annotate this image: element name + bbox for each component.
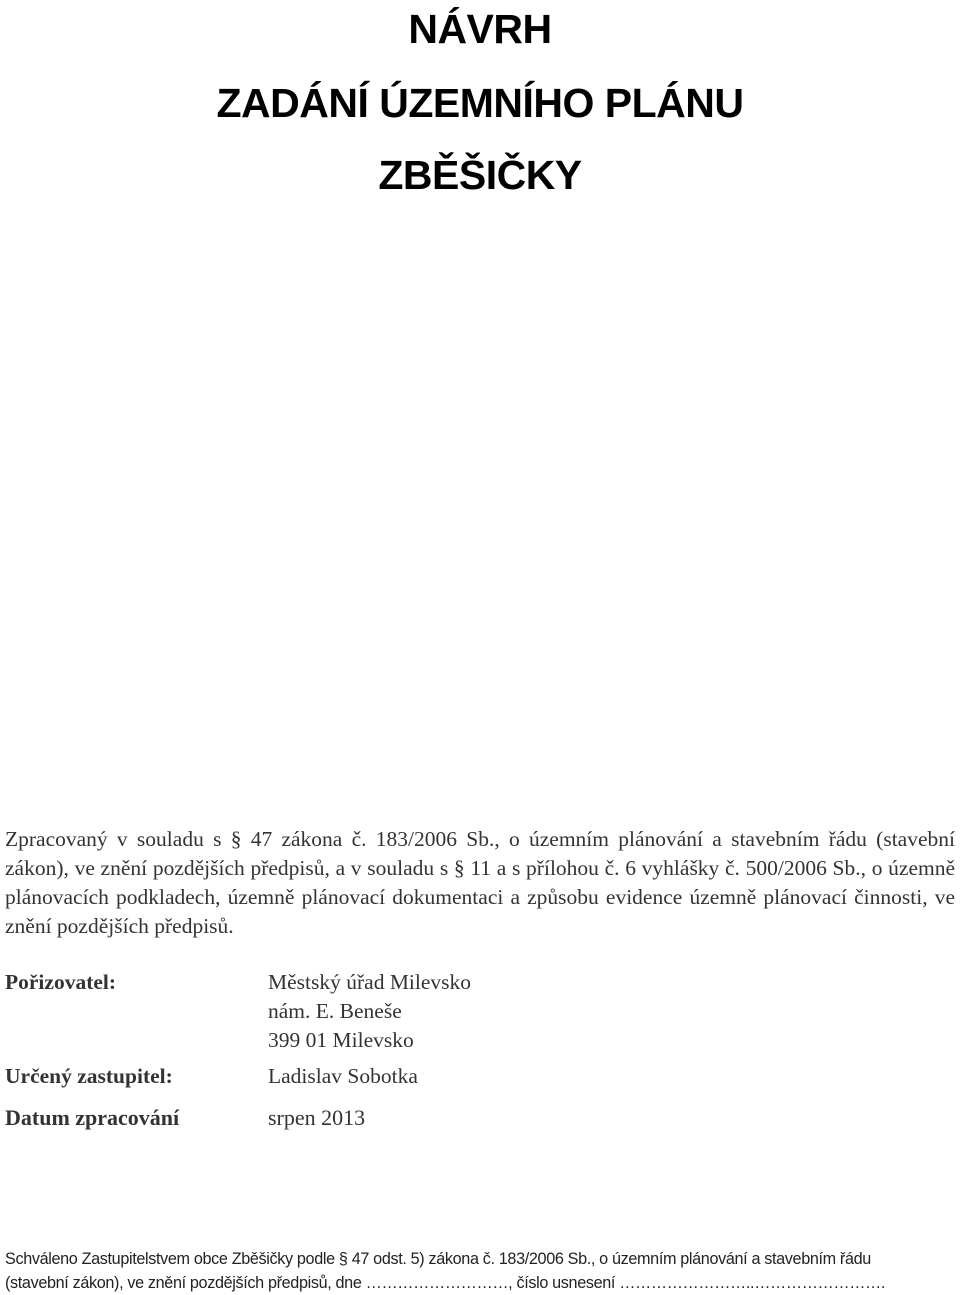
approval-footer	[5, 1247, 960, 1295]
title-line-zadani: ZADÁNÍ ÚZEMNÍHO PLÁNU	[216, 80, 744, 126]
porizovatel-city: 399 01 Milevsko	[268, 1028, 414, 1052]
intro-paragraph: Zpracovaný v souladu s § 47 zákona č. 183/2006 Sb., o územním plánování a stavebním řádu (stavební zákon), ve znění pozdějších předpisů, a v souladu s § 11 a s přílohou č. 6 vyhlášky č. 500/2006 Sb., o územně plánovacích podkladech, územně plánovací dokumentaci a způsobu evidence územně plánovací činnosti, ve znění pozdějších předpisů.	[5, 827, 955, 938]
title-line-navrh: NÁVRH	[408, 6, 552, 52]
approval-footer-line-2: (stavební zákon), ve znění pozdějších předpisů, dne ………………………, číslo usnesení ……………………..…………………….	[5, 1274, 886, 1292]
porizovatel-street: nám. E. Beneše	[268, 999, 402, 1023]
datum-label: Datum zpracování	[5, 1105, 180, 1130]
title-line-obec: ZBĚŠIČKY	[378, 152, 582, 198]
porizovatel-label: Pořizovatel:	[5, 970, 117, 994]
datum-value: srpen 2013	[268, 1105, 366, 1130]
porizovatel-name: Městský úřad Milevsko	[268, 970, 472, 994]
zastupitel-value: Ladislav Sobotka	[268, 1064, 418, 1088]
zastupitel-label: Určený zastupitel:	[5, 1064, 173, 1088]
approval-footer-line-1: Schváleno Zastupitelstvem obce Zběšičky podle § 47 odst. 5) zákona č. 183/2006 Sb., o územním plánování a stavebním řádu	[5, 1250, 871, 1268]
